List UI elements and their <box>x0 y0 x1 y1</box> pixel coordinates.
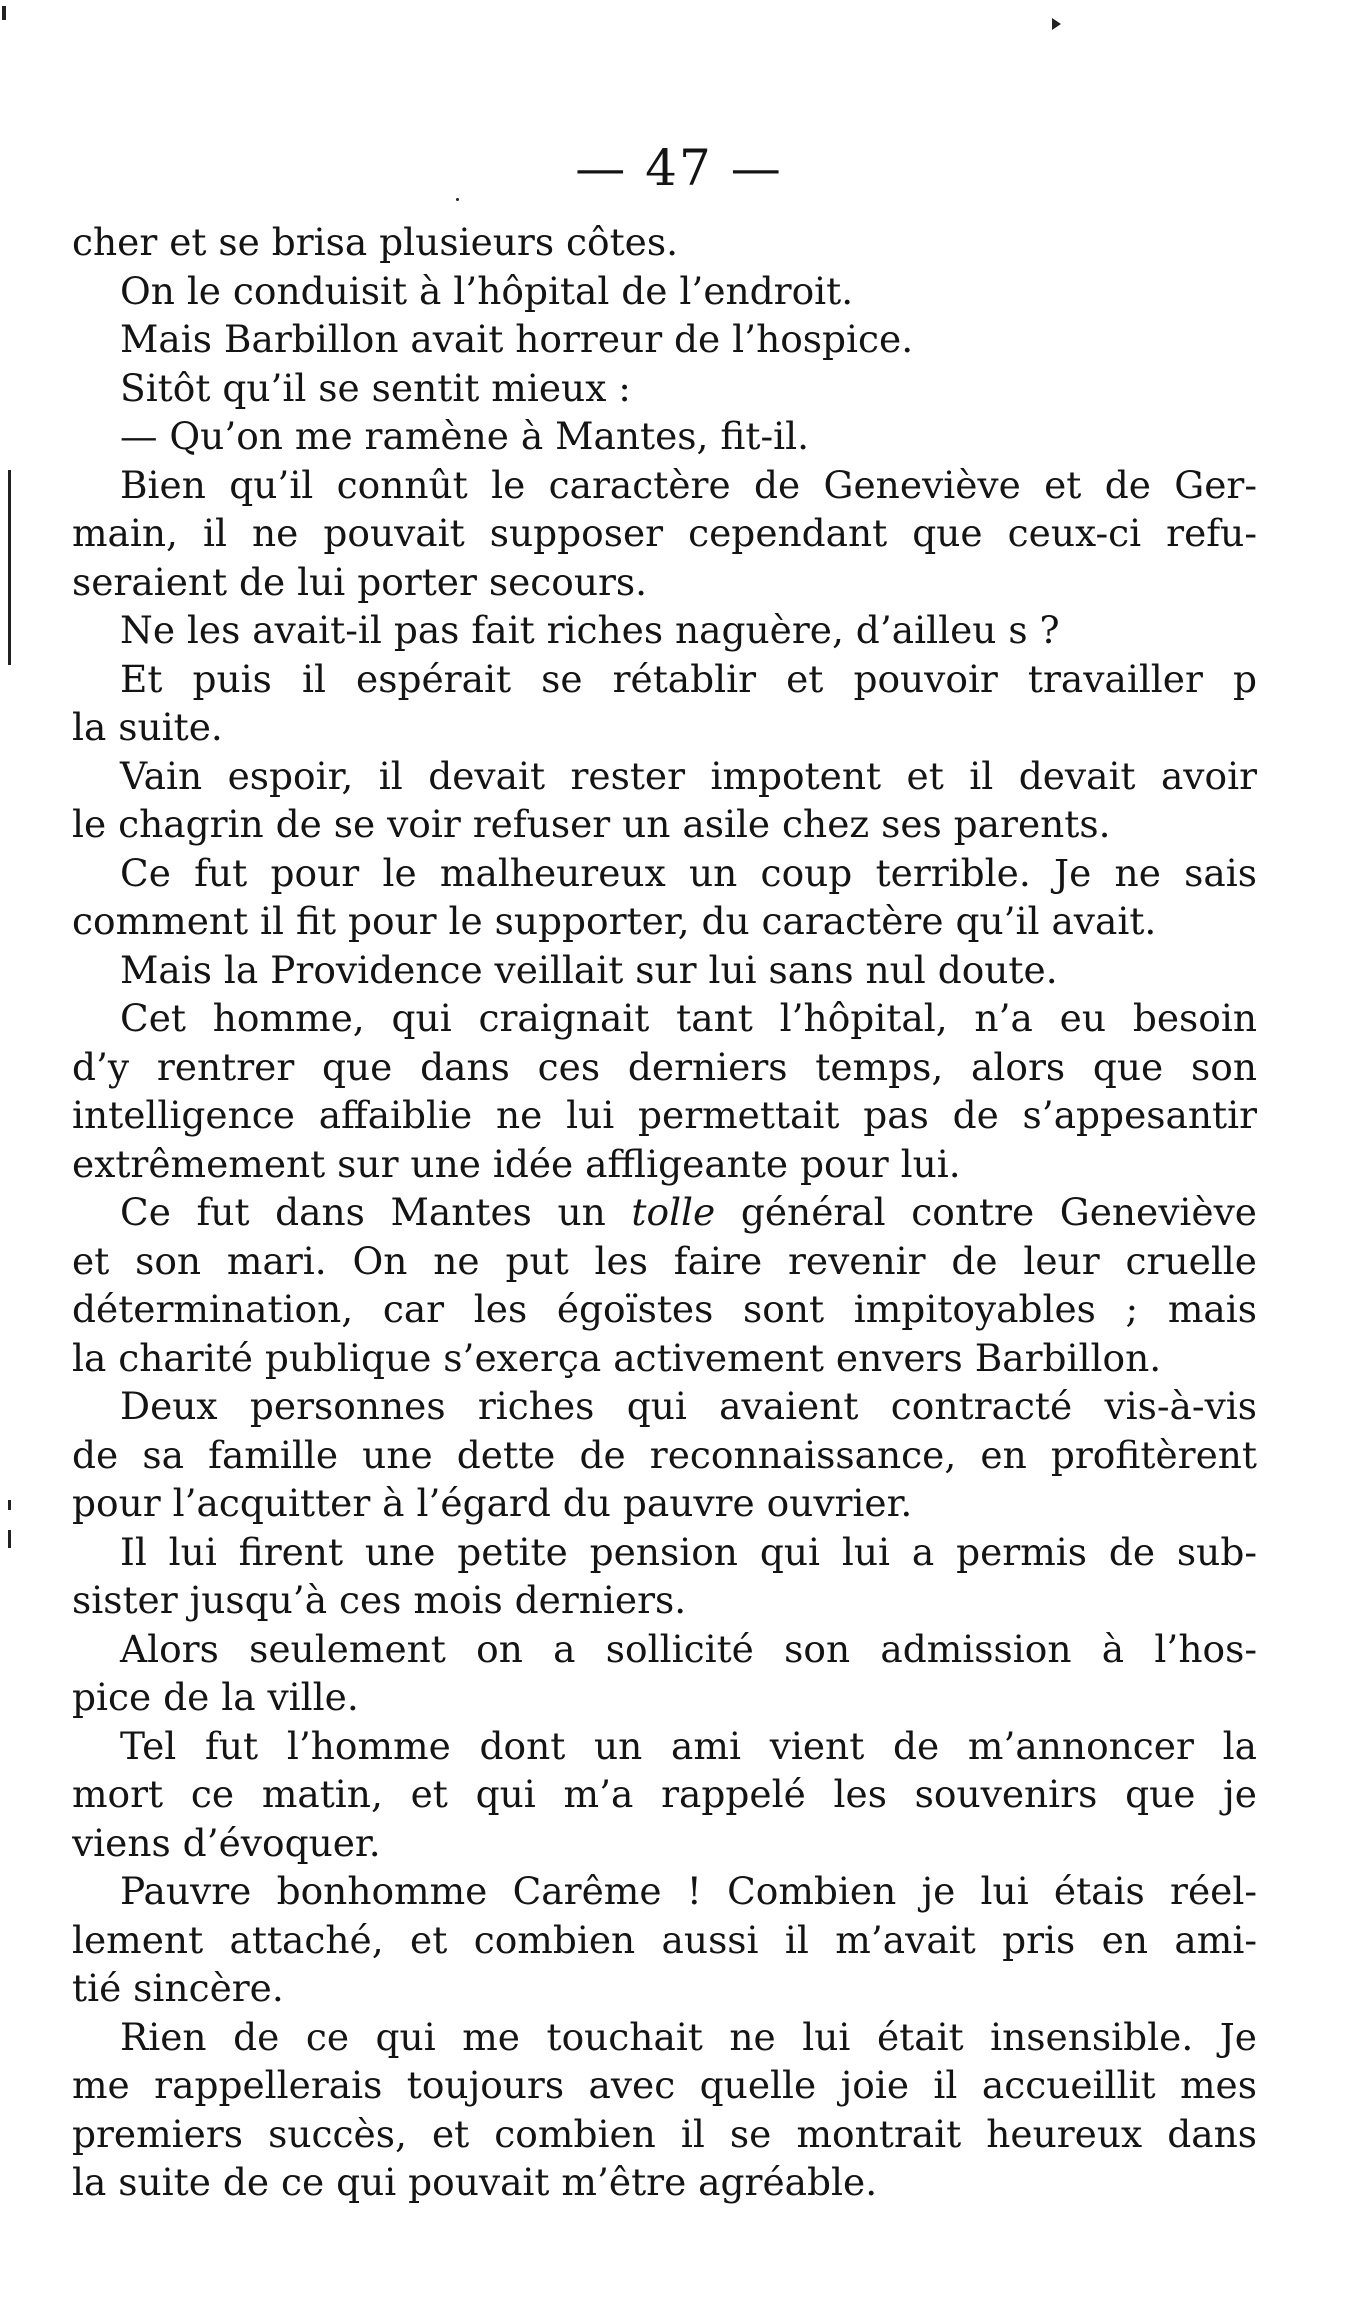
text-line: comment il fit pour le supporter, du caractère qu’il avait. <box>72 899 1157 943</box>
text-line: premiers succès, et combien il se montrait heureux dans <box>72 2111 1257 2156</box>
text-line: Alors seulement on a sollicité son admission à l’hos- <box>120 1626 1257 1671</box>
text-line: Bien qu’il connût le caractère de Geneviève et de Ger- <box>120 462 1257 507</box>
text-line: Mais la Providence veillait sur lui sans nul doute. <box>120 947 1058 992</box>
margin-bar-mark <box>8 470 11 665</box>
text-line: la suite de ce qui pouvait m’être agréable. <box>72 2160 878 2204</box>
text-line: et son mari. On ne put les faire revenir de leur cruelle <box>72 1238 1257 1283</box>
text-line: extrêmement sur une idée affligeante pour lui. <box>72 1141 961 1186</box>
text-line: la suite. <box>72 705 223 749</box>
text-line: d’y rentrer que dans ces derniers temps, alors que son <box>72 1044 1257 1089</box>
margin-dash-mark <box>8 1530 11 1548</box>
margin-mark <box>2 6 6 20</box>
text-line: Mais Barbillon avait horreur de l’hospice. <box>120 317 914 361</box>
page-number: — 47 — <box>575 139 783 197</box>
text-line: Et puis il espérait se rétablir et pouvoir travailler p <box>120 656 1257 701</box>
text-line: me rappellerais toujours avec quelle joie il accueillit mes <box>72 2063 1257 2107</box>
body-text <box>72 218 1257 2207</box>
text-line: Vain espoir, il devait rester impotent et il devait avoir <box>120 753 1257 798</box>
text-line: — Qu’on me ramène à Mantes, fit-il. <box>120 414 810 458</box>
text-line: Deux personnes riches qui avaient contracté vis-à-vis <box>120 1384 1257 1428</box>
text-line: Rien de ce qui me touchait ne lui était insensible. Je <box>120 2014 1257 2059</box>
text-line: On le conduisit à l’hôpital de l’endroit. <box>120 268 854 313</box>
text-line: tié sincère. <box>72 1966 284 2010</box>
text-line: seraient de lui porter secours. <box>72 559 648 604</box>
text-line <box>72 1188 1257 1237</box>
text-line: cher et se brisa plusieurs côtes. <box>72 220 679 264</box>
text-line: Tel fut l’homme dont un ami vient de m’annoncer la <box>120 1723 1257 1768</box>
text-line: Ne les avait-il pas fait riches naguère, d’ailleu s ? <box>120 608 1060 652</box>
text-segment: général contre Geneviève <box>715 1190 1257 1234</box>
text-line: viens d’évoquer. <box>72 1820 381 1865</box>
text-line: Sitôt qu’il se sentit mieux : <box>120 365 631 410</box>
text-line: Il lui firent une petite pension qui lui a permis de sub- <box>120 1529 1257 1574</box>
text-segment: Ce fut dans Mantes un <box>120 1190 632 1234</box>
text-line: la charité publique s’exerça activement envers Barbillon. <box>72 1335 1162 1380</box>
text-line: main, il ne pouvait supposer cependant que ceux-ci refu- <box>72 511 1257 555</box>
italic-word: tolle <box>631 1190 716 1234</box>
text-line: pice de la ville. <box>72 1675 359 1719</box>
text-line: intelligence affaiblie ne lui permettait pas de s’appesantir <box>72 1093 1257 1137</box>
text-line: Cet homme, qui craignait tant l’hôpital, n’a eu besoin <box>120 996 1257 1040</box>
text-line: détermination, car les égoïstes sont impitoyables ; mais <box>72 1287 1257 1331</box>
text-line: Pauvre bonhomme Carême ! Combien je lui étais réel- <box>120 1869 1257 1913</box>
text-line: Ce fut pour le malheureux un coup terrible. Je ne sais <box>120 850 1257 895</box>
text-line: de sa famille une dette de reconnaissance, en profitèrent <box>72 1432 1257 1477</box>
margin-arrow-mark <box>1052 18 1061 30</box>
margin-dash-mark <box>8 1500 11 1510</box>
text-line: sister jusqu’à ces mois derniers. <box>72 1578 687 1622</box>
text-line: lement attaché, et combien aussi il m’avait pris en ami- <box>72 1917 1257 1962</box>
ink-dot <box>456 198 459 201</box>
text-line: le chagrin de se voir refuser un asile chez ses parents. <box>72 802 1111 846</box>
text-line: mort ce matin, et qui m’a rappelé les souvenirs que je <box>72 1772 1257 1816</box>
text-line: pour l’acquitter à l’égard du pauvre ouvrier. <box>72 1481 913 1525</box>
